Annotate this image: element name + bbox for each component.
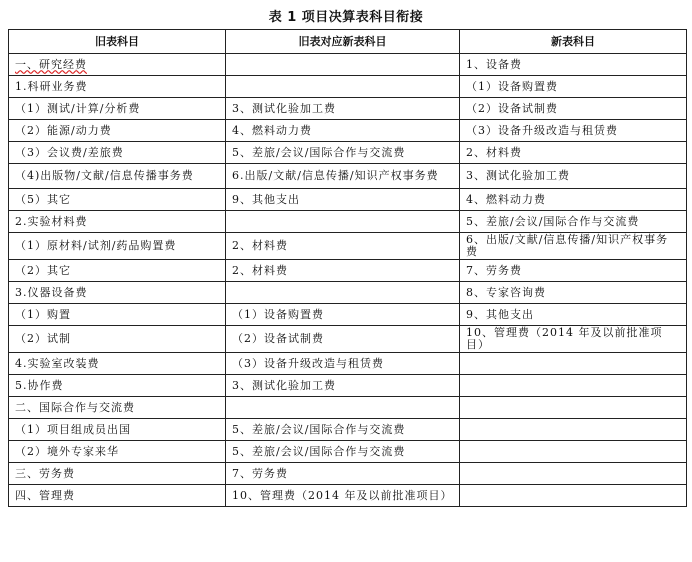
mapped-subject-cell: 3、测试化验加工费 — [226, 375, 460, 397]
old-subject-cell: 三、劳务费 — [9, 463, 226, 485]
new-subject-cell — [460, 375, 687, 397]
old-subject-cell: 5.协作费 — [9, 375, 226, 397]
table-body — [9, 54, 687, 507]
old-subject-cell: （2）境外专家来华 — [9, 441, 226, 463]
old-subject-cell: （2）试制 — [9, 326, 226, 353]
old-subject-cell: 1.科研业务费 — [9, 76, 226, 98]
mapped-subject-cell — [226, 54, 460, 76]
mapped-subject-cell: 5、差旅/会议/国际合作与交流费 — [226, 142, 460, 164]
new-subject-cell: （1）设备购置费 — [460, 76, 687, 98]
header-old-subject: 旧表科目 — [9, 30, 226, 54]
mapped-subject-cell — [226, 282, 460, 304]
new-subject-cell: 2、材料费 — [460, 142, 687, 164]
table-row — [9, 164, 687, 189]
new-subject-cell: 3、测试化验加工费 — [460, 164, 687, 189]
mapped-subject-cell — [226, 211, 460, 233]
mapped-subject-cell: 2、材料费 — [226, 260, 460, 282]
mapped-subject-cell: 9、其他支出 — [226, 189, 460, 211]
header-mapped-subject: 旧表对应新表科目 — [226, 30, 460, 54]
table-row — [9, 397, 687, 419]
mapped-subject-cell: （1）设备购置费 — [226, 304, 460, 326]
old-subject-cell: 3.仪器设备费 — [9, 282, 226, 304]
table-row — [9, 463, 687, 485]
old-subject-cell: 一、研究经费 — [9, 54, 226, 76]
new-subject-cell — [460, 353, 687, 375]
mapped-subject-cell: （3）设备升级改造与租赁费 — [226, 353, 460, 375]
old-subject-cell: （1）购置 — [9, 304, 226, 326]
table-row — [9, 282, 687, 304]
table-row — [9, 304, 687, 326]
new-subject-cell — [460, 397, 687, 419]
new-subject-cell: 5、差旅/会议/国际合作与交流费 — [460, 211, 687, 233]
table-row — [9, 142, 687, 164]
table-row — [9, 211, 687, 233]
new-subject-cell — [460, 441, 687, 463]
new-subject-cell: （3）设备升级改造与租赁费 — [460, 120, 687, 142]
table-row — [9, 353, 687, 375]
header-row — [9, 30, 687, 54]
table-row — [9, 189, 687, 211]
new-subject-cell: 10、管理费（2014 年及以前批准项目） — [460, 326, 687, 353]
table-row — [9, 441, 687, 463]
old-subject-cell: 二、国际合作与交流费 — [9, 397, 226, 419]
old-subject-cell: （3）会议费/差旅费 — [9, 142, 226, 164]
mapped-subject-cell: 6.出版/文献/信息传播/知识产权事务费 — [226, 164, 460, 189]
new-subject-cell: 8、专家咨询费 — [460, 282, 687, 304]
mapped-subject-cell: 7、劳务费 — [226, 463, 460, 485]
old-subject-cell: （1）原材料/试剂/药品购置费 — [9, 233, 226, 260]
mapped-subject-cell — [226, 76, 460, 98]
table-row — [9, 375, 687, 397]
new-subject-cell: 9、其他支出 — [460, 304, 687, 326]
new-subject-cell: 1、设备费 — [460, 54, 687, 76]
old-subject-cell: （2）其它 — [9, 260, 226, 282]
mapped-subject-cell: 4、燃料动力费 — [226, 120, 460, 142]
mapped-subject-cell: （2）设备试制费 — [226, 326, 460, 353]
old-subject-cell: （4)出版物/文献/信息传播事务费 — [9, 164, 226, 189]
mapped-subject-cell: 2、材料费 — [226, 233, 460, 260]
header-new-subject: 新表科目 — [460, 30, 687, 54]
mapped-subject-cell: 5、差旅/会议/国际合作与交流费 — [226, 419, 460, 441]
table-row — [9, 98, 687, 120]
table-caption: 表 1 项目决算表科目衔接 — [268, 10, 424, 25]
mapped-subject-cell: 5、差旅/会议/国际合作与交流费 — [226, 441, 460, 463]
old-subject-cell: 4.实验室改装费 — [9, 353, 226, 375]
table-row — [9, 120, 687, 142]
table-row — [9, 419, 687, 441]
old-subject-cell: （2）能源/动力费 — [9, 120, 226, 142]
subject-mapping-table — [8, 29, 687, 507]
mapped-subject-cell: 10、管理费（2014 年及以前批准项目） — [226, 485, 460, 507]
old-subject-cell: （1）项目组成员出国 — [9, 419, 226, 441]
table-row — [9, 233, 687, 260]
table-row — [9, 326, 687, 353]
old-subject-cell: （1）测试/计算/分析费 — [9, 98, 226, 120]
new-subject-cell: 4、燃料动力费 — [460, 189, 687, 211]
new-subject-cell — [460, 485, 687, 507]
table-row — [9, 485, 687, 507]
mapped-subject-cell — [226, 397, 460, 419]
old-subject-cell: （5）其它 — [9, 189, 226, 211]
table-row — [9, 54, 687, 76]
new-subject-cell: 7、劳务费 — [460, 260, 687, 282]
new-subject-cell — [460, 463, 687, 485]
table-row — [9, 76, 687, 98]
mapped-subject-cell: 3、测试化验加工费 — [226, 98, 460, 120]
old-subject-cell: 2.实验材料费 — [9, 211, 226, 233]
table-row — [9, 260, 687, 282]
new-subject-cell: 6、出版/文献/信息传播/知识产权事务费 — [460, 233, 687, 260]
new-subject-cell — [460, 419, 687, 441]
old-subject-cell: 四、管理费 — [9, 485, 226, 507]
new-subject-cell: （2）设备试制费 — [460, 98, 687, 120]
